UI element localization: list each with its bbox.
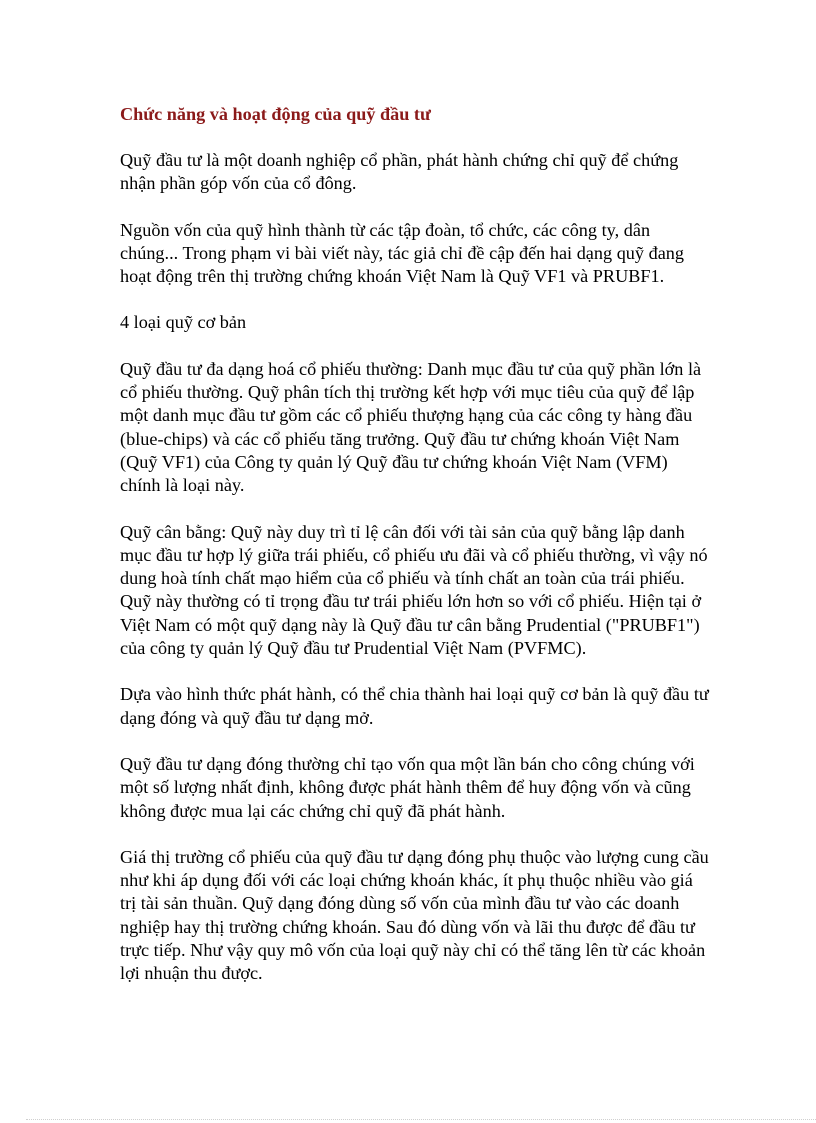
paragraph-issuance-forms: Dựa vào hình thức phát hành, có thể chia thành hai loại quỹ cơ bản là quỹ đầu tư dạng đóng và quỹ đầu tư dạng mở. [120, 684, 709, 728]
paragraph-equity-fund: Quỹ đầu tư đa dạng hoá cổ phiếu thường: Danh mục đầu tư của quỹ phần lớn là cổ phiếu thường. Quỹ phân tích thị trường kết hợp với mục tiêu của quỹ để lập một danh mục đầu tư gồm các cổ phiếu thượng hạng của các công ty hàng đầu (blue-chips) và các cổ phiếu tăng trưởng. Quỹ đầu tư chứng khoán Việt Nam (Quỹ VF1) của Công ty quản lý Quỹ đầu tư chứng khoán Việt Nam (VFM) chính là loại này. [120, 358, 702, 496]
paragraph-fund-types-heading: 4 loại quỹ cơ bản [120, 312, 247, 333]
paragraph-capital-sources: Nguồn vốn của quỹ hình thành từ các tập đoàn, tổ chức, các công ty, dân chúng... Trong phạm vi bài viết này, tác giả chỉ đề cập đến hai dạng quỹ đang hoạt động trên thị trường chứng khoán Việt Nam là Quỹ VF1 và PRUBF1. [120, 219, 685, 287]
article-title: Chức năng và hoạt động của quỹ đầu tư [120, 104, 431, 124]
paragraph-closed-end-price: Giá thị trường cổ phiếu của quỹ đầu tư dạng đóng phụ thuộc vào lượng cung cầu như khi áp dụng đối với các loại chứng khoán khác, ít phụ thuộc nhiều vào giá trị tài sản thuần. Quỹ dạng đóng dùng số vốn của mình đầu tư vào các doanh nghiệp hay thị trường chứng khoán. Sau đó dùng vốn và lãi thu được để đầu tư trực tiếp. Như vậy quy mô vốn của loại quỹ này chỉ có thể tăng lên từ các khoản lợi nhuận thu được. [120, 846, 709, 984]
paragraph-balanced-fund: Quỹ cân bằng: Quỹ này duy trì tỉ lệ cân đối với tài sản của quỹ bằng lập danh mục đầu tư hợp lý giữa trái phiếu, cổ phiếu ưu đãi và cổ phiếu thường, vì vậy nó dung hoà tính chất mạo hiểm của cổ phiếu và tính chất an toàn của trái phiếu. Quỹ này thường có tỉ trọng đầu tư trái phiếu lớn hơn so với cổ phiếu. Hiện tại ở Việt Nam có một quỹ dạng này là Quỹ đầu tư cân bằng Prudential ("PRUBF1") của công ty quản lý Quỹ đầu tư Prudential Việt Nam (PVFMC). [120, 521, 708, 659]
page-bottom-divider [26, 1119, 816, 1120]
article-body [120, 103, 710, 1009]
paragraph-intro: Quỹ đầu tư là một doanh nghiệp cổ phần, phát hành chứng chỉ quỹ để chứng nhận phần góp vốn của cổ đông. [120, 150, 679, 194]
paragraph-closed-end-fund: Quỹ đầu tư dạng đóng thường chỉ tạo vốn qua một lần bán cho công chúng với một số lượng nhất định, không được phát hành thêm để huy động vốn và cũng không được mua lại các chứng chỉ quỹ đã phát hành. [120, 753, 695, 821]
